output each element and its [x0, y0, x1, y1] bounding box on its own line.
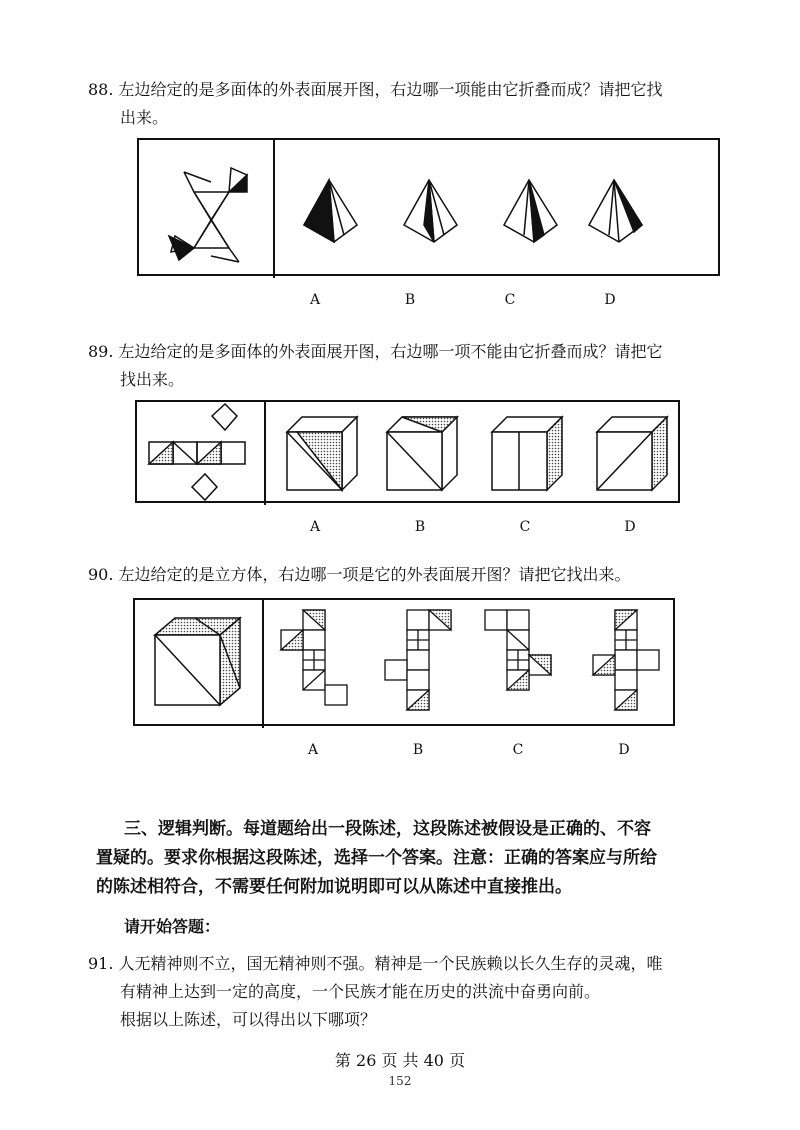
- question-89: [88, 338, 728, 394]
- q88-option-c-label: C: [504, 292, 516, 308]
- section-3-line2: 置疑的。要求你根据这段陈述，选择一个答案。注意：正确的答案应与所给: [96, 848, 657, 868]
- q89-option-a-label: A: [309, 519, 321, 535]
- page-indicator: 第 26 页 共 40 页: [334, 1051, 466, 1070]
- q88-option-b-label: B: [404, 292, 416, 308]
- q90-option-c-label: C: [512, 742, 524, 758]
- q89-option-d-label: D: [624, 519, 636, 535]
- pyramid-option-d: [589, 180, 642, 242]
- q89-option-c-label: C: [519, 519, 531, 535]
- question-88: [88, 76, 728, 132]
- question-91-line2: 有精神上达到一定的高度，一个民族才能在历史的洪流中奋勇向前。: [120, 982, 601, 1001]
- pyramid-option-c: [504, 180, 557, 242]
- q89-option-b-label: B: [414, 519, 426, 535]
- q90-option-a-label: A: [307, 742, 319, 758]
- q90-option-b-label: B: [412, 742, 424, 758]
- q90-option-d-label: D: [618, 742, 630, 758]
- question-89-line1: 89. 左边给定的是多面体的外表面展开图，右边哪一项不能由它折叠而成？请把它: [88, 342, 663, 361]
- question-88-line1: 88. 左边给定的是多面体的外表面展开图，右边哪一项能由它折叠而成？请把它找: [88, 80, 663, 99]
- cube-figure: [155, 618, 240, 705]
- question-89-line2: 找出来。: [120, 370, 185, 389]
- net-option-a: [281, 610, 347, 705]
- question-90: [88, 561, 728, 589]
- net-option-b: [385, 610, 451, 710]
- cube-net-figure: [149, 404, 245, 500]
- question-91: [88, 950, 728, 1034]
- pyramid-net-figure: [169, 168, 247, 262]
- cube-option-a: [287, 417, 357, 490]
- cube-option-c: [492, 417, 562, 490]
- net-option-d: [593, 610, 659, 710]
- q88-figure-box: [137, 138, 720, 276]
- cube-option-b: [387, 417, 457, 490]
- q90-figure-box: [133, 598, 675, 726]
- section-3-instructions: [96, 815, 736, 902]
- question-91-line3: 根据以上陈述，可以得出以下哪项？: [120, 1010, 377, 1029]
- q89-figure-box: [135, 400, 680, 503]
- q88-option-d-label: D: [604, 292, 616, 308]
- pyramid-option-b: [404, 180, 457, 242]
- question-88-line2: 出来。: [120, 108, 169, 127]
- section-3-line3: 的陈述相符合，不需要任何附加说明即可以从陈述中直接推出。: [96, 877, 572, 897]
- cube-option-d: [597, 417, 667, 490]
- section-3-start: 请开始答题：: [124, 917, 221, 936]
- question-91-line1: 91. 人无精神则不立，国无精神则不强。精神是一个民族赖以长久生存的灵魂，唯: [88, 954, 663, 973]
- section-3-line1: 三、逻辑判断。每道题给出一段陈述，这段陈述被假设是正确的、不容: [124, 819, 651, 839]
- net-option-c: [485, 610, 551, 690]
- q88-option-a-label: A: [309, 292, 321, 308]
- pyramid-option-a: [304, 180, 357, 242]
- question-90-line1: 90. 左边给定的是立方体，右边哪一项是它的外表面展开图？请把它找出来。: [88, 565, 631, 584]
- page-number: 152: [388, 1074, 412, 1088]
